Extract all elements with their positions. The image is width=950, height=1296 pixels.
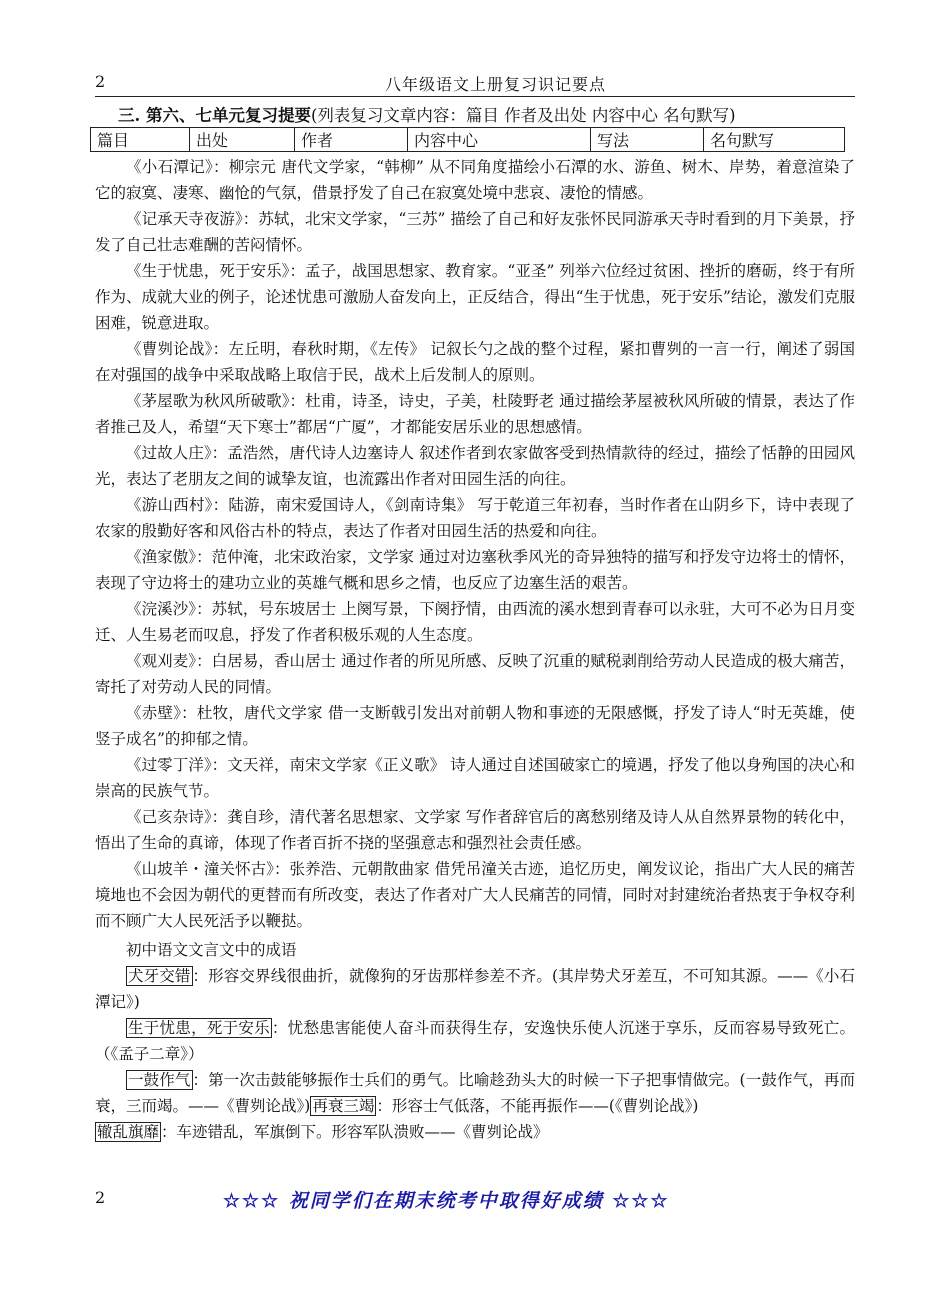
footer-motto-text: 祝同学们在期末统考中取得好成绩 — [288, 1190, 604, 1212]
idiom-item — [95, 1119, 855, 1145]
idioms-heading: 初中语文文言文中的成语 — [126, 941, 297, 959]
entry-xiaoshitanji: 《小石潭记》：柳宗元 唐代文学家，“韩柳” 从不同角度描绘小石潭的水、游鱼、树木、岸势，着意渲染了它的寂寞、凄寒、幽怆的气氛，借景抒发了自己在寂寞处境中悲哀、凄怆的情感。 — [95, 158, 855, 202]
outline-col-quotes: 名句默写 — [704, 128, 845, 152]
footer-page-number: 2 — [95, 1188, 106, 1207]
outline-col-author: 作者 — [295, 128, 408, 152]
outline-col-theme: 内容中心 — [408, 128, 591, 152]
idiom-definition: ：形容士气低落，不能再振作——(《曹刿论战》) — [376, 1097, 699, 1115]
idiom-item — [95, 1067, 855, 1119]
idiom-term: 犬牙交错 — [128, 967, 191, 985]
header-page-number: 2 — [95, 72, 106, 91]
header-title: 八年级语文上册复习识记要点 — [385, 75, 607, 94]
idiom-item — [95, 1015, 855, 1067]
entry-guanyimai: 《观刈麦》：白居易，香山居士 通过作者的所见所感、反映了沉重的赋税剥削给劳动人民造成的极大痛苦，寄托了对劳动人民的同情。 — [95, 652, 855, 696]
page-header — [95, 70, 855, 97]
entry-chibi: 《赤壁》：杜牧，唐代文学家 借一支断戟引发出对前朝人物和事迹的无限感慨，抒发了诗人“时无英雄，使竖子成名”的抑郁之情。 — [95, 704, 855, 748]
entry-guolingdingyang: 《过零丁洋》：文天祥，南宋文学家《正义歌》 诗人通过自述国破家亡的境遇，抒发了他以身殉国的决心和崇高的民族气节。 — [95, 756, 855, 800]
idiom-term: 辙乱旗靡 — [97, 1123, 160, 1141]
entry-shengyuyouhuan: 《生于忧患，死于安乐》：孟子，战国思想家、教育家。“亚圣” 列举六位经过贫困、挫折的磨砺，终于有所作为、成就大业的例子，论述忧患可激励人奋发向上，正反结合，得出“生于忧患，死于安乐”结论，激发们克服困难，锐意进取。 — [95, 262, 855, 332]
idiom-term: 再衰三竭 — [312, 1097, 375, 1115]
star-icon: ☆☆☆ — [223, 1190, 281, 1212]
section-title-bold: 三. 第六、七单元复习提要 — [118, 106, 311, 125]
entry-chengtiansi: 《记承天寺夜游》：苏轼，北宋文学家，“三苏” 描绘了自己和好友张怀民同游承天寺时看到的月下美景，抒发了自己壮志难酬的苦闷情怀。 — [95, 210, 855, 254]
entry-guorenzhuang: 《过故人庄》：孟浩然，唐代诗人边塞诗人 叙述作者到农家做客受到热情款待的经过，描绘了恬静的田园风光，表达了老朋友之间的诚挚友谊，也流露出作者对田园生活的向往。 — [95, 444, 855, 488]
idiom-definition: ：第一次击鼓能够振作士兵们的勇气。比喻趁劲头大的时候一下子把事情做完。(一鼓作气，再而衰，三而竭。——《曹刿论战》) — [95, 1071, 855, 1115]
section-title — [118, 102, 736, 126]
entry-jihaizashi: 《己亥杂诗》：龚自珍，清代著名思想家、文学家 写作者辞官后的离愁别绪及诗人从自然界景物的转化中，悟出了生命的真谛，体现了作者百折不挠的坚强意志和强烈社会责任感。 — [95, 808, 855, 852]
idiom-definition: ：忧愁患害能使人奋斗而获得生存，安逸快乐使人沉迷于享乐，反而容易导致死亡。（《孟子二章》） — [95, 1019, 855, 1063]
outline-col-source: 出处 — [190, 128, 295, 152]
entry-youshanxicun: 《游山西村》：陆游，南宋爱国诗人，《剑南诗集》 写于乾道三年初春，当时作者在山阴乡下，诗中表现了农家的殷勤好客和风俗古朴的特点，表达了作者对田园生活的热爱和向往。 — [95, 496, 855, 540]
star-icon: ☆☆☆ — [612, 1190, 670, 1212]
outline-row — [91, 128, 845, 152]
footer-motto — [223, 1186, 669, 1213]
entry-maowu: 《茅屋歌为秋风所破歌》：杜甫，诗圣，诗史，子美，杜陵野老 通过描绘茅屋被秋风所破的情景，表达了作者推己及人，希望“天下寒士”都居“广厦”，才都能安居乐业的思想感情。 — [95, 392, 855, 436]
section-title-note: (列表复习文章内容：篇目 作者及出处 内容中心 名句默写) — [311, 106, 736, 125]
entry-huanxisha: 《浣溪沙》：苏轼，号东坡居士 上阕写景，下阕抒情，由西流的溪水想到青春可以永驻，大可不必为日月变迁、人生易老而叹息，抒发了作者积极乐观的人生态度。 — [95, 600, 855, 644]
idiom-term: 生于忧患，死于安乐 — [128, 1019, 270, 1037]
idiom-definition: ：形容交界线很曲折，就像狗的牙齿那样参差不齐。(其岸势犬牙差互，不可知其源。——《小石潭记》) — [95, 967, 855, 1011]
outline-col-title: 篇目 — [91, 128, 190, 152]
idiom-term: 一鼓作气 — [128, 1071, 191, 1089]
outline-col-technique: 写法 — [591, 128, 704, 152]
idiom-item — [95, 963, 855, 1015]
page-footer — [95, 1186, 855, 1216]
outline-table — [90, 127, 845, 152]
review-content — [95, 154, 855, 1145]
entry-shanpoyang: 《山坡羊・潼关怀古》：张养浩、元朝散曲家 借凭吊潼关古迹，追忆历史，阐发议论，指出广大人民的痛苦境地也不会因为朝代的更替而有所改变，表达了作者对广大人民痛苦的同情，同时对封建统治者热衷于争权夺利而不顾广大人民死活予以鞭挞。 — [95, 860, 855, 930]
entry-caogui: 《曹刿论战》：左丘明，春秋时期，《左传》 记叙长勺之战的整个过程，紧扣曹刿的一言一行，阐述了弱国在对强国的战争中采取战略上取信于民，战术上后发制人的原则。 — [95, 340, 855, 384]
entry-yujiaao: 《渔家傲》：范仲淹，北宋政治家，文学家 通过对边塞秋季风光的奇异独特的描写和抒发守边将士的情怀，表现了守边将士的建功立业的英雄气概和思乡之情，也反应了边塞生活的艰苦。 — [95, 548, 855, 592]
idiom-definition: ：车迹错乱，军旗倒下。形容军队溃败——《曹刿论战》 — [161, 1123, 549, 1141]
